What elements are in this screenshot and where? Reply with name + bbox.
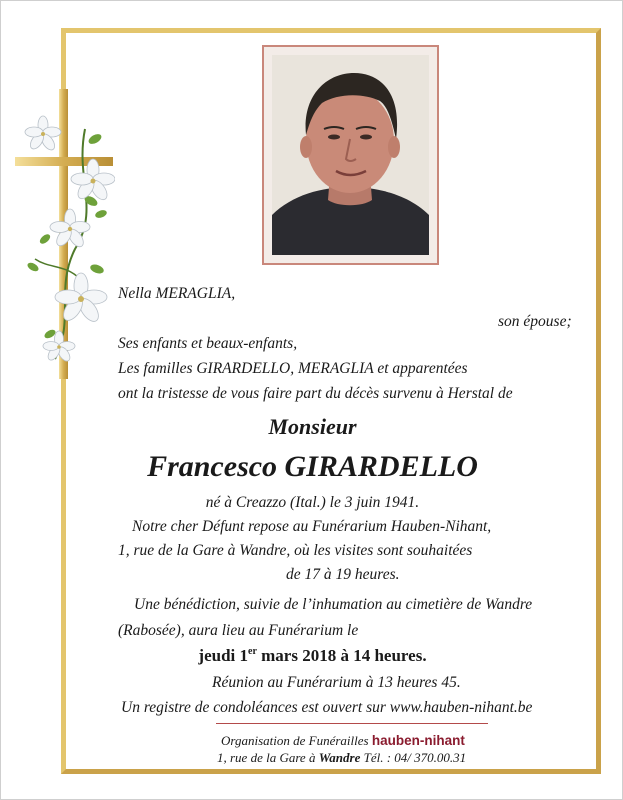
footer-divider (216, 723, 488, 724)
announcement-line: ont la tristesse de vous faire part du décès survenu à Herstal de (118, 385, 513, 402)
honorific: Monsieur (268, 414, 357, 439)
register-line: Un registre de condoléances est ouvert sur www.hauben-nihant.be (121, 699, 533, 716)
blessing-place: (Rabosée), aura lieu au Funérarium le (118, 622, 359, 639)
footer-organisation: Organisation de Funérailles hauben-nihant (221, 733, 465, 748)
brand-logo-text: hauben-nihant (371, 733, 465, 748)
blessing-line: Une bénédiction, suivie de l’inhumation au cimetière de Wandre (134, 596, 533, 613)
birth-info: né à Creazzo (Ital.) le 3 juin 1941. (205, 494, 420, 511)
footer-address: 1, rue de la Gare à Wandre Tél. : 04/ 370.00.31 (217, 750, 467, 765)
families-line: Les familles GIRARDELLO, MERAGLIA et apparentées (118, 360, 468, 377)
deceased-name: Francesco GIRARDELLO (147, 450, 478, 483)
spouse-role: son épouse; (498, 313, 572, 330)
visits-hours: de 17 à 19 heures. (286, 566, 400, 583)
cross-with-flowers-icon (15, 89, 115, 381)
ceremony-date: jeudi 1er mars 2018 à 14 heures. (198, 646, 427, 665)
portrait-frame (262, 45, 439, 265)
spouse-name: Nella MERAGLIA, (118, 285, 236, 302)
visits-line: 1, rue de la Gare à Wandre, où les visites sont souhaitées (118, 542, 473, 559)
repose-line: Notre cher Défunt repose au Funérarium Hauben-Nihant, (132, 518, 492, 535)
meeting-line: Réunion au Funérarium à 13 heures 45. (212, 674, 461, 691)
children-line: Ses enfants et beaux-enfants, (118, 335, 298, 352)
portrait-photo (272, 55, 429, 255)
